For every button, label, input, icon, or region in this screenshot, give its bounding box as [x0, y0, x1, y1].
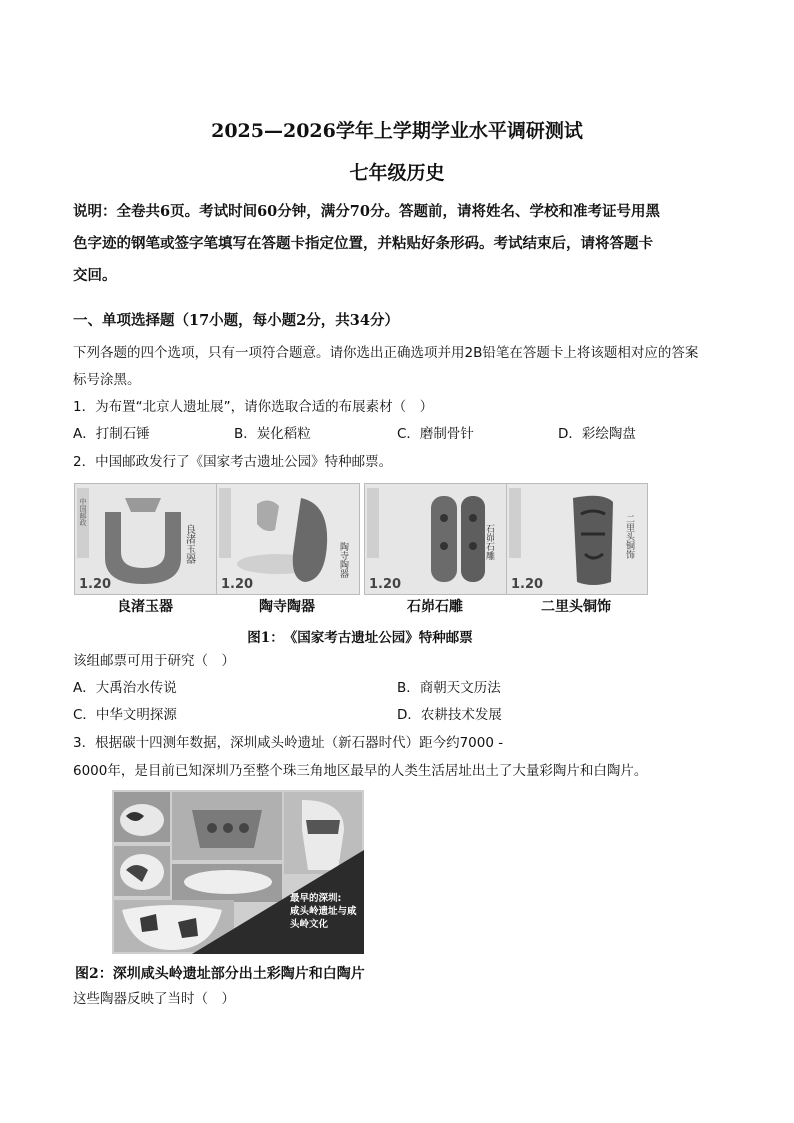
- q1-option-d[interactable]: D．彩绘陶盘: [558, 426, 636, 442]
- stamp-erlitou: [506, 483, 648, 595]
- stamp-liangzhu: [74, 483, 218, 595]
- stamp-shimao: [364, 483, 508, 595]
- svg-text:二里头铜饰: 二里头铜饰: [624, 514, 634, 559]
- erlitou-bronze-icon: [507, 484, 647, 594]
- svg-text:1.20: 1.20: [221, 577, 254, 592]
- svg-text:陶寺陶器: 陶寺陶器: [338, 542, 348, 578]
- liangzhu-jade-icon: [75, 484, 217, 594]
- svg-text:良渚玉器: 良渚玉器: [183, 524, 195, 564]
- photo-overlay-text: [290, 892, 364, 931]
- svg-text:中国邮政: 中国邮政: [79, 498, 87, 526]
- q2-option-c[interactable]: C．中华文明探源: [73, 707, 177, 723]
- q3-stem-line1: 3．根据碳十四测年数据，深圳咸头岭遗址（新石器时代）距今约7000 -: [73, 735, 504, 751]
- svg-text:石峁石雕: 石峁石雕: [484, 524, 494, 560]
- svg-text:1.20: 1.20: [79, 577, 112, 592]
- q1-option-c[interactable]: C．磨制骨针: [397, 426, 474, 442]
- photo-title-line: 最早的深圳:: [290, 893, 342, 904]
- instruction-line: 说明：全卷共6页。考试时间60分钟，满分70分。答题前，请将姓名、学校和准考证号用黑: [73, 203, 660, 220]
- figure2-caption: 图2：深圳咸头岭遗址部分出土彩陶片和白陶片: [75, 966, 365, 982]
- figure1-caption: 图1： 《国家考古遗址公园》特种邮票: [247, 630, 473, 646]
- q1-option-a[interactable]: A．打制石锤: [73, 426, 150, 442]
- q2-question: 该组邮票可用于研究（ ）: [73, 653, 235, 669]
- exam-title: 2025—2026学年上学期学业水平调研测试: [211, 120, 583, 142]
- q1-option-b[interactable]: B．炭化稻粒: [234, 426, 311, 442]
- exam-instructions: [73, 196, 723, 292]
- svg-text:1.20: 1.20: [511, 577, 544, 592]
- stamp-caption: 陶寺陶器: [259, 599, 315, 615]
- exam-subject: 七年级历史: [349, 162, 445, 184]
- q2-option-b[interactable]: B．商朝天文历法: [397, 680, 501, 696]
- photo-title-line: 咸头岭遗址与咸头岭文化: [290, 906, 357, 930]
- q2-stem: 2．中国邮政发行了《国家考古遗址公园》特种邮票。: [73, 454, 393, 470]
- instruction-line: 交回。: [73, 267, 117, 284]
- intro-line: 标号涂黑。: [73, 372, 141, 388]
- q1-stem: 1．为布置“北京人遗址展”，请你选取合适的布展素材（ ）: [73, 399, 434, 415]
- stamp-caption: 二里头铜饰: [541, 599, 611, 615]
- q2-option-d[interactable]: D．农耕技术发展: [397, 707, 502, 723]
- q3-stem-line2: 6000年，是目前已知深圳乃至整个珠三角地区最早的人类生活居址出土了大量彩陶片和白陶片。: [73, 763, 648, 779]
- stamp-caption: 良渚玉器: [117, 599, 173, 615]
- section-heading: 一、单项选择题（17小题，每小题2分，共34分）: [73, 312, 399, 329]
- stamp-taosi: [216, 483, 360, 595]
- stamp-caption: 石峁石雕: [407, 599, 463, 615]
- taosi-pottery-icon: [217, 484, 359, 594]
- q2-option-a[interactable]: A．大禹治水传说: [73, 680, 177, 696]
- section-intro: [73, 340, 753, 394]
- intro-line: 下列各题的四个选项，只有一项符合题意。请你选出正确选项并用2B铅笔在答题卡上将该题相对应的答案: [73, 345, 699, 361]
- instruction-line: 色字迹的钢笔或签字笔填写在答题卡指定位置，并粘贴好条形码。考试结束后，请将答题卡: [73, 235, 653, 252]
- svg-text:1.20: 1.20: [369, 577, 402, 592]
- shimao-stone-icon: [365, 484, 507, 594]
- xiantouling-pottery-photo: [112, 790, 364, 954]
- q3-question: 这些陶器反映了当时（ ）: [73, 991, 235, 1007]
